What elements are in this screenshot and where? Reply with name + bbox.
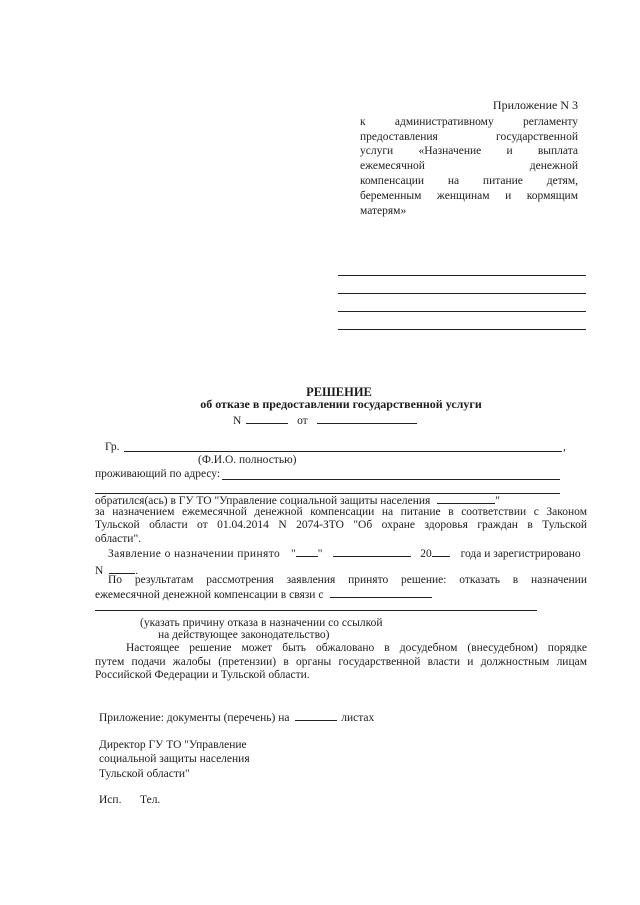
attachment-row [99, 709, 374, 726]
doc-title: РЕШЕНИЕ [306, 385, 372, 399]
results-line-1: По результатам рассмотрения заявления принято решение: отказать в назначении [108, 574, 587, 586]
appendix-line-7: матерям» [360, 205, 407, 218]
applicant-name-field[interactable] [124, 451, 562, 452]
doc-subtitle: об отказе в предоставлении государственной услуги [200, 397, 482, 411]
executor-label: Исп. [99, 794, 122, 806]
applied-quote: " [495, 495, 500, 507]
fio-hint: (Ф.И.О. полностью) [198, 454, 297, 466]
phone-label: Тел. [140, 794, 161, 806]
reason-field-1[interactable] [330, 586, 432, 598]
appendix-number: Приложение N 3 [492, 98, 578, 112]
department-field[interactable] [437, 492, 495, 504]
reg-number-dot: . [135, 565, 139, 577]
date-field[interactable] [317, 412, 417, 424]
addressee-line-1[interactable] [338, 275, 586, 276]
addressee-line-4[interactable] [338, 329, 586, 330]
director-line-3: Тульской области" [99, 767, 190, 780]
from-label: от [297, 415, 308, 427]
registered-text: года и зарегистрировано [460, 548, 581, 560]
reg-number-label: N [95, 565, 104, 577]
appeal-line-1: Настоящее решение может быть обжаловано в досудебном (внесудебном) порядке [126, 642, 587, 654]
appeal-line-2: путем подачи жалобы (претензии) в органы государственной власти и должностным лицам [95, 656, 587, 668]
addressee-line-3[interactable] [338, 311, 586, 312]
applied-text: обратился(ась) в ГУ ТО "Управление социальной защиты населения [95, 495, 431, 507]
number-field[interactable] [246, 412, 288, 424]
results-row-2 [95, 586, 432, 603]
appendix-line-4: ежемесячной денежной [360, 160, 578, 173]
applicant-label: Гр. [105, 441, 120, 453]
statement-label: Заявление о назначении принято [108, 548, 281, 560]
statement-quote-open: " [291, 548, 296, 560]
appendix-line-5: компенсации на питание детям, [360, 175, 578, 188]
purpose-line-2: Тульской области от 01.04.2014 N 2074-ЗТО "Об охране здоровья граждан в Тульской [95, 519, 587, 531]
director-line-1: Директор ГУ ТО "Управление [99, 739, 247, 751]
number-row [233, 412, 417, 429]
attachment-prefix: Приложение: документы (перечень) на [99, 712, 290, 724]
appendix-line-2: предоставления государственной [360, 130, 578, 143]
addressee-line-2[interactable] [338, 293, 586, 294]
appendix-block [360, 98, 578, 219]
attachment-suffix: листах [341, 712, 375, 724]
purpose-line-3: области". [95, 533, 142, 545]
reason-hint-2: на действующее законодательство) [158, 629, 330, 641]
appeal-line-3: Российской Федерации и Тульской области. [95, 669, 310, 681]
address-label: проживающий по адресу: [95, 468, 221, 480]
director-line-2: социальной защиты населения [99, 753, 250, 766]
applicant-comma: , [563, 441, 566, 453]
appendix-line-6: беременным женщинам и кормящим [360, 190, 578, 203]
attachment-sheets-field[interactable] [295, 709, 337, 721]
appendix-line-3: услуги «Назначение и выплата [360, 145, 578, 158]
number-label: N [233, 415, 242, 427]
address-field-1[interactable] [222, 479, 560, 480]
statement-day-field[interactable] [296, 545, 318, 557]
statement-row [108, 545, 586, 562]
reason-hint-1: (указать причину отказа в назначении со ссылкой [140, 617, 383, 629]
statement-quote-close: " [317, 548, 323, 560]
appendix-line-1: к административному регламенту [360, 115, 578, 128]
director-block [99, 738, 250, 781]
statement-year-prefix: 20 [420, 548, 432, 560]
statement-month-field[interactable] [333, 545, 411, 557]
statement-year-field[interactable] [432, 545, 450, 557]
purpose-line-1: за назначением ежемесячной денежной компенсации на питание в соответствии с Законом [95, 506, 587, 518]
reason-field-2[interactable] [95, 610, 537, 611]
results-line-2: ежемесячной денежной компенсации в связи с [95, 589, 324, 601]
